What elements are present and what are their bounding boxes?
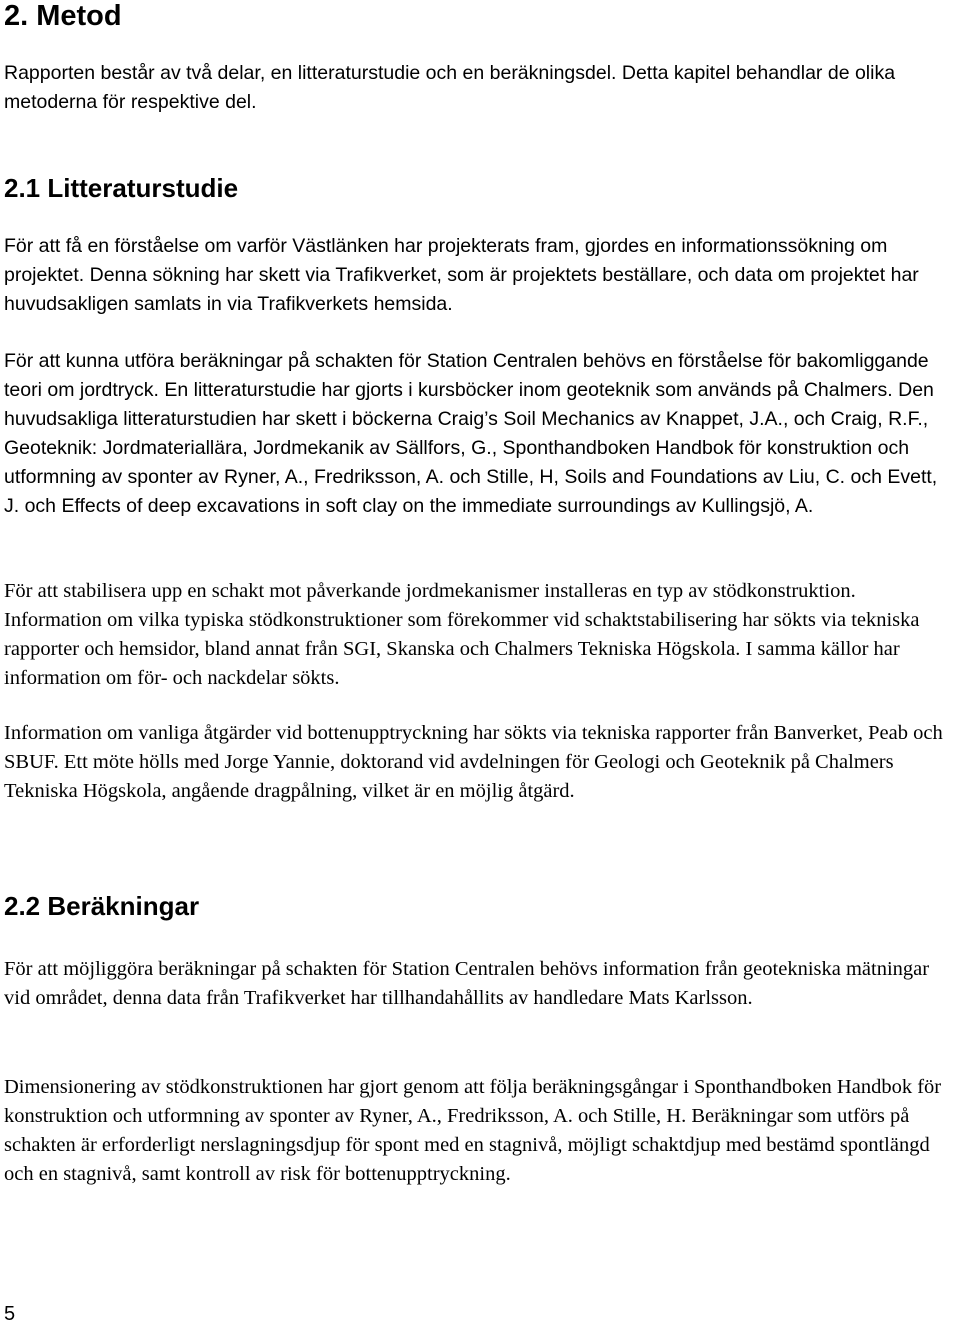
- paragraph-bottenupptryckning: Information om vanliga åtgärder vid bottenupptryckning har sökts via tekniska rapporter från Banverket, Peab och SBUF. Ett möte hölls med Jorge Yannie, doktorand vid avdelningen för Geologi och Geoteknik på Chalmers Tekniska Högskola, angående dragpålning, vilket är en möjlig åtgärd.: [4, 722, 943, 802]
- paragraph-informationssokning: För att få en förståelse om varför Västlänken har projekterats fram, gjordes en informationssökning om projektet. Denna sökning har skett via Trafikverket, som är projektets beställare, och data om projektet har huvudsakligen samlats in via Trafikverkets hemsida.: [4, 235, 919, 315]
- page-number: 5: [4, 1303, 16, 1325]
- subsection-title-litteraturstudie: 2.1 Litteraturstudie: [4, 173, 239, 203]
- paragraph-dimensionering: Dimensionering av stödkonstruktionen har gjort genom att följa beräkningsgångar i Sponthandboken Handbok för konstruktion och utformning av sponter av Ryner, A., Fredriksson, A. och Stille, H. Beräkningar som utförs på schakten är erforderligt nerslagningsdjup för spont med en stagnivå, möjligt schaktdjup med bestämd spontlängd och en stagnivå, samt kontroll av risk för bottenupptryckning.: [4, 1076, 942, 1185]
- paragraph-stodkonstruktion: För att stabilisera upp en schakt mot påverkande jordmekanismer installeras en typ av stödkonstruktion. Information om vilka typiska stödkonstruktioner som förekommer vid schaktstabilisering har sökts via tekniska rapporter och hemsidor, bland annat från SGI, Skanska och Chalmers Tekniska Högskola. I samma källor har information om för- och nackdelar sökts.: [4, 580, 920, 689]
- section-title: 2. Metod: [4, 0, 122, 32]
- paragraph-litteraturstudie: För att kunna utföra beräkningar på schakten för Station Centralen behövs en förståelse för bakomliggande teori om jordtryck. En litteraturstudie har gjorts i kursböcker inom geoteknik som används på Chalmers. Den huvudsakliga litteraturstudien har skett i böckerna Craig’s Soil Mechanics av Knappet, J.A., och Craig, R.F., Geoteknik: Jordmateriallära, Jordmekanik av Sällfors, G., Sponthandboken Handbok för konstruktion och utformning av sponter av Ryner, A., Fredriksson, A. och Stille, H, Soils and Foundations av Liu, C. och Evett, J. och Effects of deep excavations in soft clay on the immediate surroundings av Kullingsjö, A.: [4, 350, 938, 517]
- section-intro: Rapporten består av två delar, en litteraturstudie och en beräkningsdel. Detta kapitel behandlar de olika metoderna för respektive del.: [4, 62, 896, 113]
- paragraph-geotekniska-matningar: För att möjliggöra beräkningar på schakten för Station Centralen behövs information från geotekniska mätningar vid området, denna data från Trafikverket har tillhandahållits av handledare Mats Karlsson.: [4, 958, 930, 1009]
- subsection-title-berakningar: 2.2 Beräkningar: [4, 891, 200, 921]
